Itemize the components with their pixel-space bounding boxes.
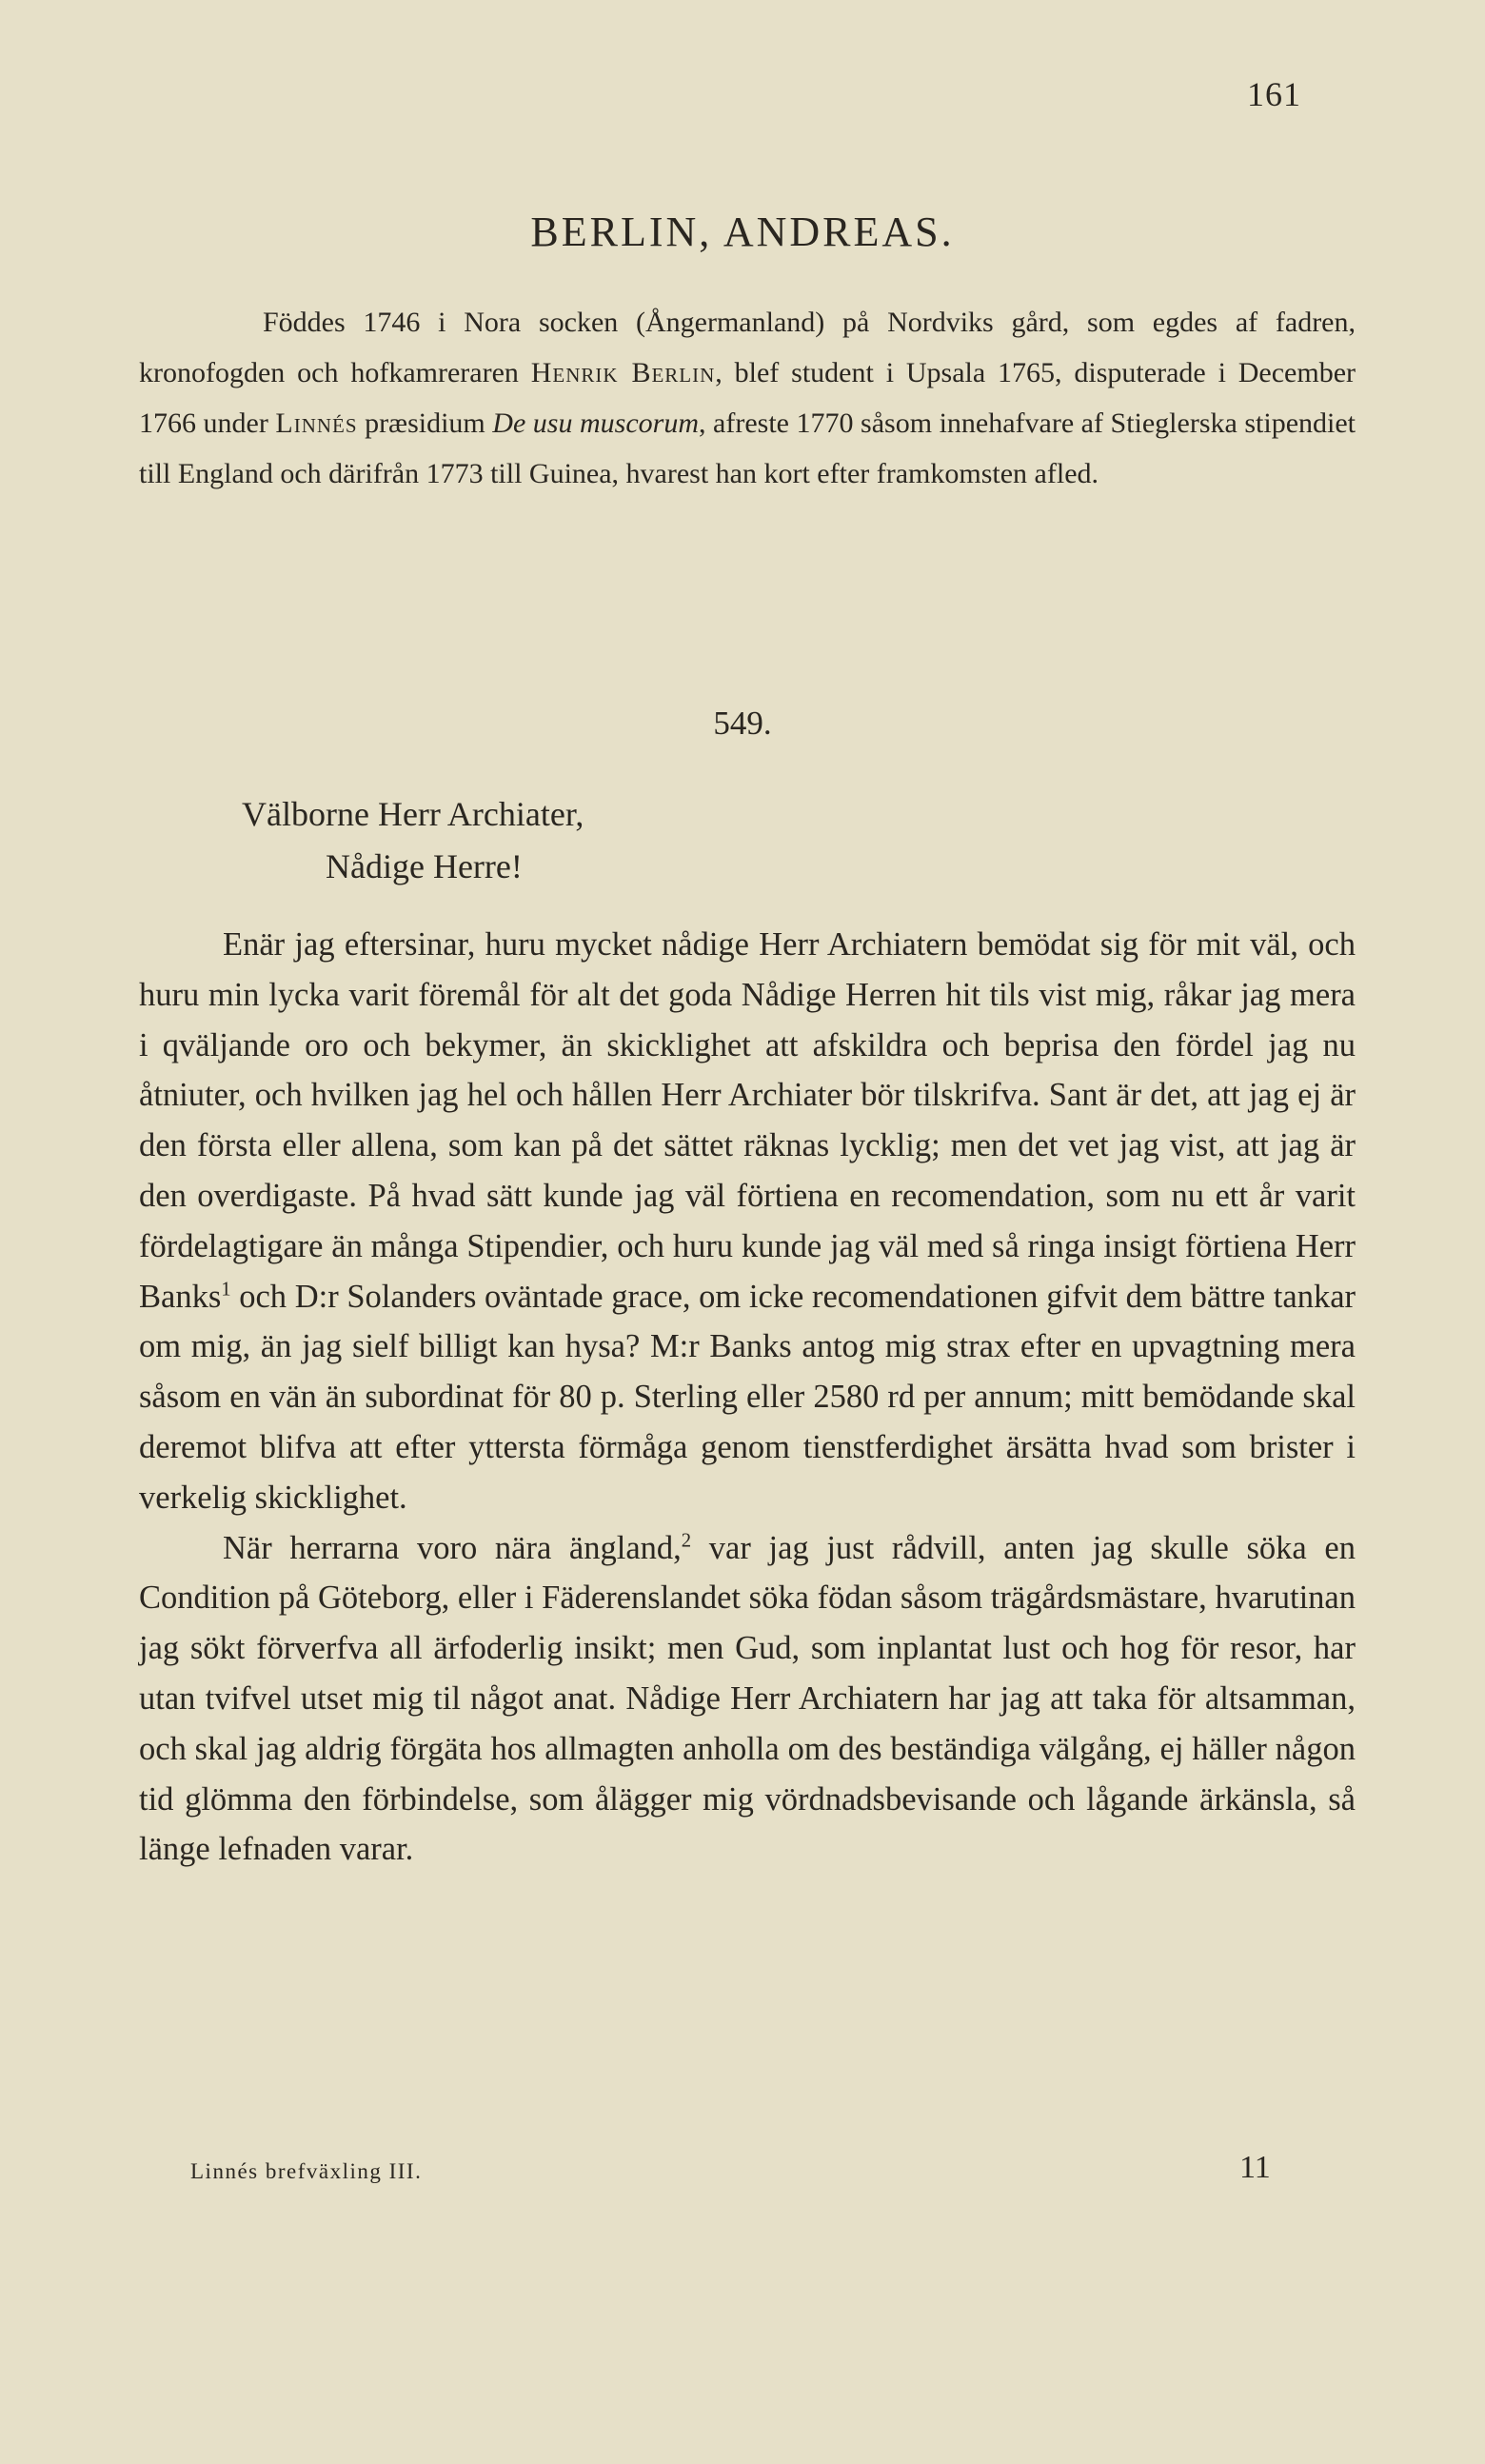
letter-paragraph-2 bbox=[139, 1523, 1356, 1876]
intro-text-part3: præsidium bbox=[357, 407, 493, 439]
paragraph-1-text-a: Enär jag eftersinar, huru mycket nådige Herr Archiatern bemödat sig för mit väl, och huru min lycka varit föremål för alt det goda Nådige Herren hit tils vist mig, råkar jag mera i qväljande oro och bekymer, än skicklighet att afskildra och beprisa den fördel jag nu åtniuter, och hvilken jag hel och hållen Herr Archiater bör tilskrifva. Sant är det, att jag ej är den första eller allena, som kan på det sättet räknas lycklig; men det vet jag vist, att jag är den overdigaste. På hvad sätt kunde jag väl förtiena en recomendation, som nu ett år varit fördelagtigare än många Stipendier, och huru kunde jag väl med så ringa insigt förtiena Herr Banks bbox=[139, 926, 1356, 1315]
father-name: Henrik Berlin bbox=[530, 357, 716, 388]
paragraph-1-text-b: och D:r Solanders oväntade grace, om icke recomendationen gifvit dem bättre tankar om mig, än jag sielf billigt kan hysa? M:r Banks antog mig strax efter en upvagtning mera såsom en vän än subordinat för 80 p. Sterling eller 2580 rd per annum; mitt bemödande skal deremot blifva att efter yttersta förmåga genom tienstferdighet ärsätta hvad som brister i verkelig skicklighet. bbox=[139, 1278, 1356, 1516]
salutation-line-1: Välborne Herr Archiater, bbox=[242, 795, 584, 833]
letter-body bbox=[139, 920, 1356, 1875]
letter-paragraph-1 bbox=[139, 920, 1356, 1523]
footer-signature-mark: 11 bbox=[1239, 2150, 1271, 2185]
paragraph-2-text-a: När herrarna voro nära ängland, bbox=[223, 1529, 682, 1566]
paragraph-2-text-b: var jag just rådvill, anten jag skulle söka en Condition på Göteborg, eller i Fäderenslandet söka födan såsom trägårdsmästare, hvarutinan jag sökt förverfva all ärfoderlig insikt; men Gud, som inplantat lust och hog för resor, har utan tvifvel utset mig til något anat. Nådige Herr Archiatern har jag att taka för altsamman, och skal jag aldrig förgäta hos allmagten anholla om des beständiga välgång, ej häller någon tid glömma den förbindelse, som ålägger mig vördnadsbevisande och lågande ärkänsla, så länge lefnaden varar. bbox=[139, 1529, 1356, 1868]
biography-heading: BERLIN, ANDREAS. bbox=[530, 209, 955, 255]
intro-text-part2: , blef student i Upsala 1765, disputerade i December 1766 under bbox=[139, 357, 1356, 439]
salutation-line-2: Nådige Herre! bbox=[326, 847, 523, 885]
intro-text-part1: Föddes 1746 i Nora socken (Ångermanland) på Nordviks gård, som egdes af fadren, kronofogden och hofkamreraren bbox=[139, 307, 1356, 388]
letter-number: 549. bbox=[713, 705, 772, 742]
footnote-marker-1: 1 bbox=[221, 1279, 231, 1301]
page-number: 161 bbox=[1247, 75, 1301, 113]
dissertation-title: De usu muscorum bbox=[492, 407, 699, 439]
praeses-name: Linnés bbox=[275, 407, 358, 439]
salutation bbox=[242, 788, 584, 893]
biography-text bbox=[139, 297, 1356, 499]
intro-text-part4: , afreste 1770 såsom innehafvare af Stieglerska stipendiet till England och därifrån 1773 till Guinea, hvarest han kort efter framkomsten afled. bbox=[139, 407, 1356, 489]
footer-book-title: Linnés brefväxling III. bbox=[190, 2159, 423, 2183]
footnote-marker-2: 2 bbox=[681, 1530, 692, 1552]
biography-paragraph bbox=[139, 297, 1356, 499]
